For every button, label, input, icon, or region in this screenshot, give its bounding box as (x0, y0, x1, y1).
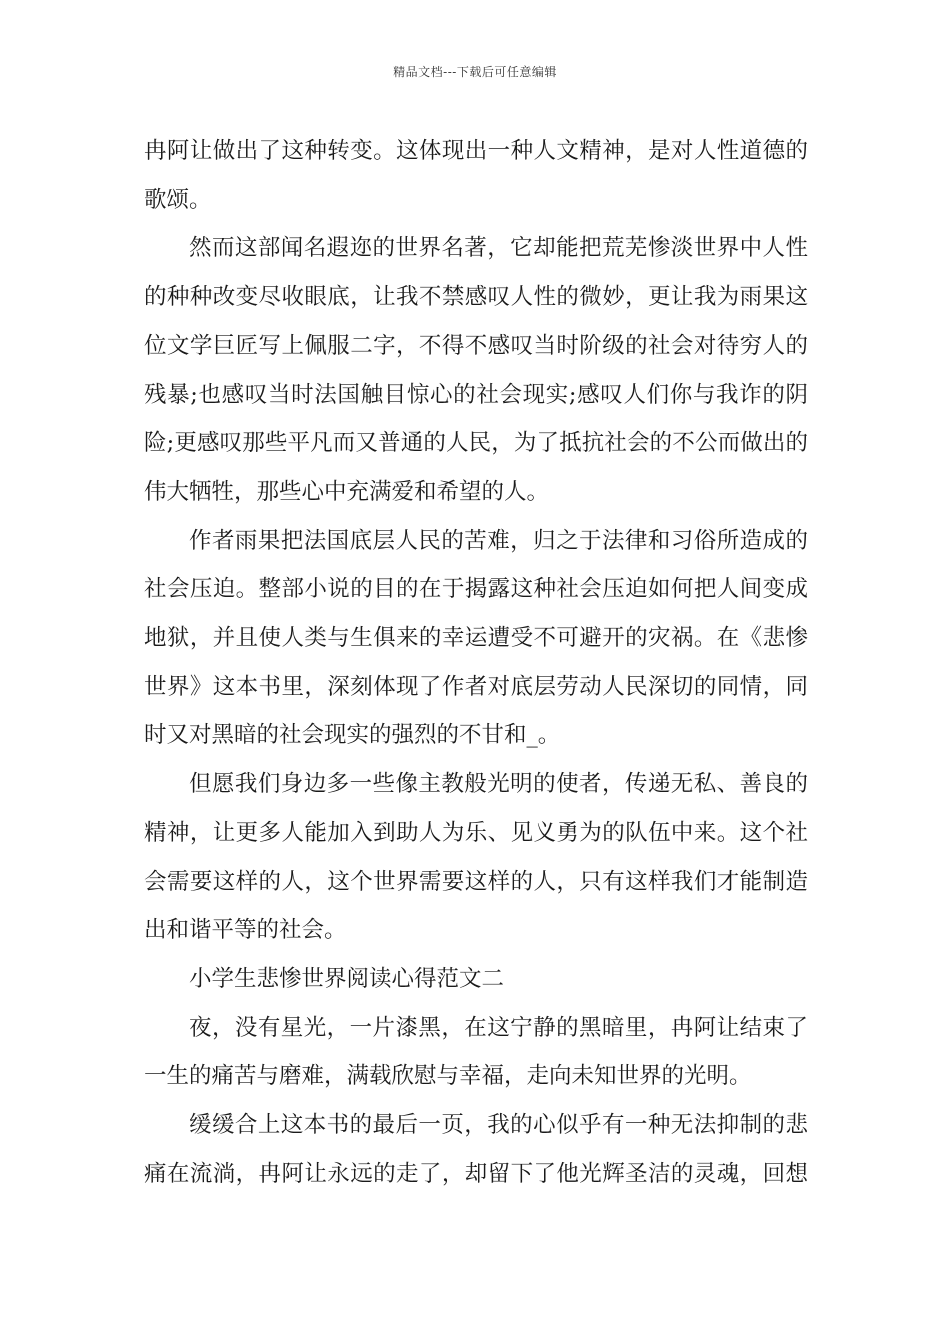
paragraph-2: 然而这部闻名遐迩的世界名著，它却能把荒芜惨淡世界中人性的种种改变尽收眼底，让我不禁感叹人性的微妙，更让我为雨果这位文学巨匠写上佩服二字，不得不感叹当时阶级的社会对待穷人的残暴;也感叹当时法国触目惊心的社会现实;感叹人们你与我诈的阴险;更感叹那些平凡而又普通的人民，为了抵抗社会的不公而做出的伟大牺牲，那些心中充满爱和希望的人。 (144, 235, 808, 505)
paragraph-3: 作者雨果把法国底层人民的苦难，归之于法律和习俗所造成的社会压迫。整部小说的目的在于揭露这种社会压迫如何把人间变成地狱，并且使人类与生俱来的幸运遭受不可避开的灾祸。在《悲惨世界》这本书里，深刻体现了作者对底层劳动人民深切的同情，同时又对黑暗的社会现实的强烈的不甘和_。 (144, 527, 808, 749)
paragraph-4: 但愿我们身边多一些像主教般光明的使者，传递无私、善良的精神，让更多人能加入到助人为乐、见义勇为的队伍中来。这个社会需要这样的人，这个世界需要这样的人，只有这样我们才能制造出和谐平等的社会。 (144, 771, 808, 944)
paragraph-5: 夜，没有星光，一片漆黑，在这宁静的黑暗里，冉阿让结束了一生的痛苦与磨难，满载欣慰与幸福，走向未知世界的光明。 (144, 1014, 808, 1090)
page-header: 精品文档---下载后可任意编辑 (393, 65, 557, 79)
document-body (144, 127, 808, 1198)
paragraph-6: 缓缓合上这本书的最后一页，我的心似乎有一种无法抑制的悲痛在流淌，冉阿让永远的走了，却留下了他光辉圣洁的灵魂，回想 (144, 1112, 808, 1187)
paragraph-1: 冉阿让做出了这种转变。这体现出一种人文精神，是对人性道德的歌颂。 (144, 138, 808, 213)
section-title: 小学生悲惨世界阅读心得范文二 (189, 965, 505, 992)
